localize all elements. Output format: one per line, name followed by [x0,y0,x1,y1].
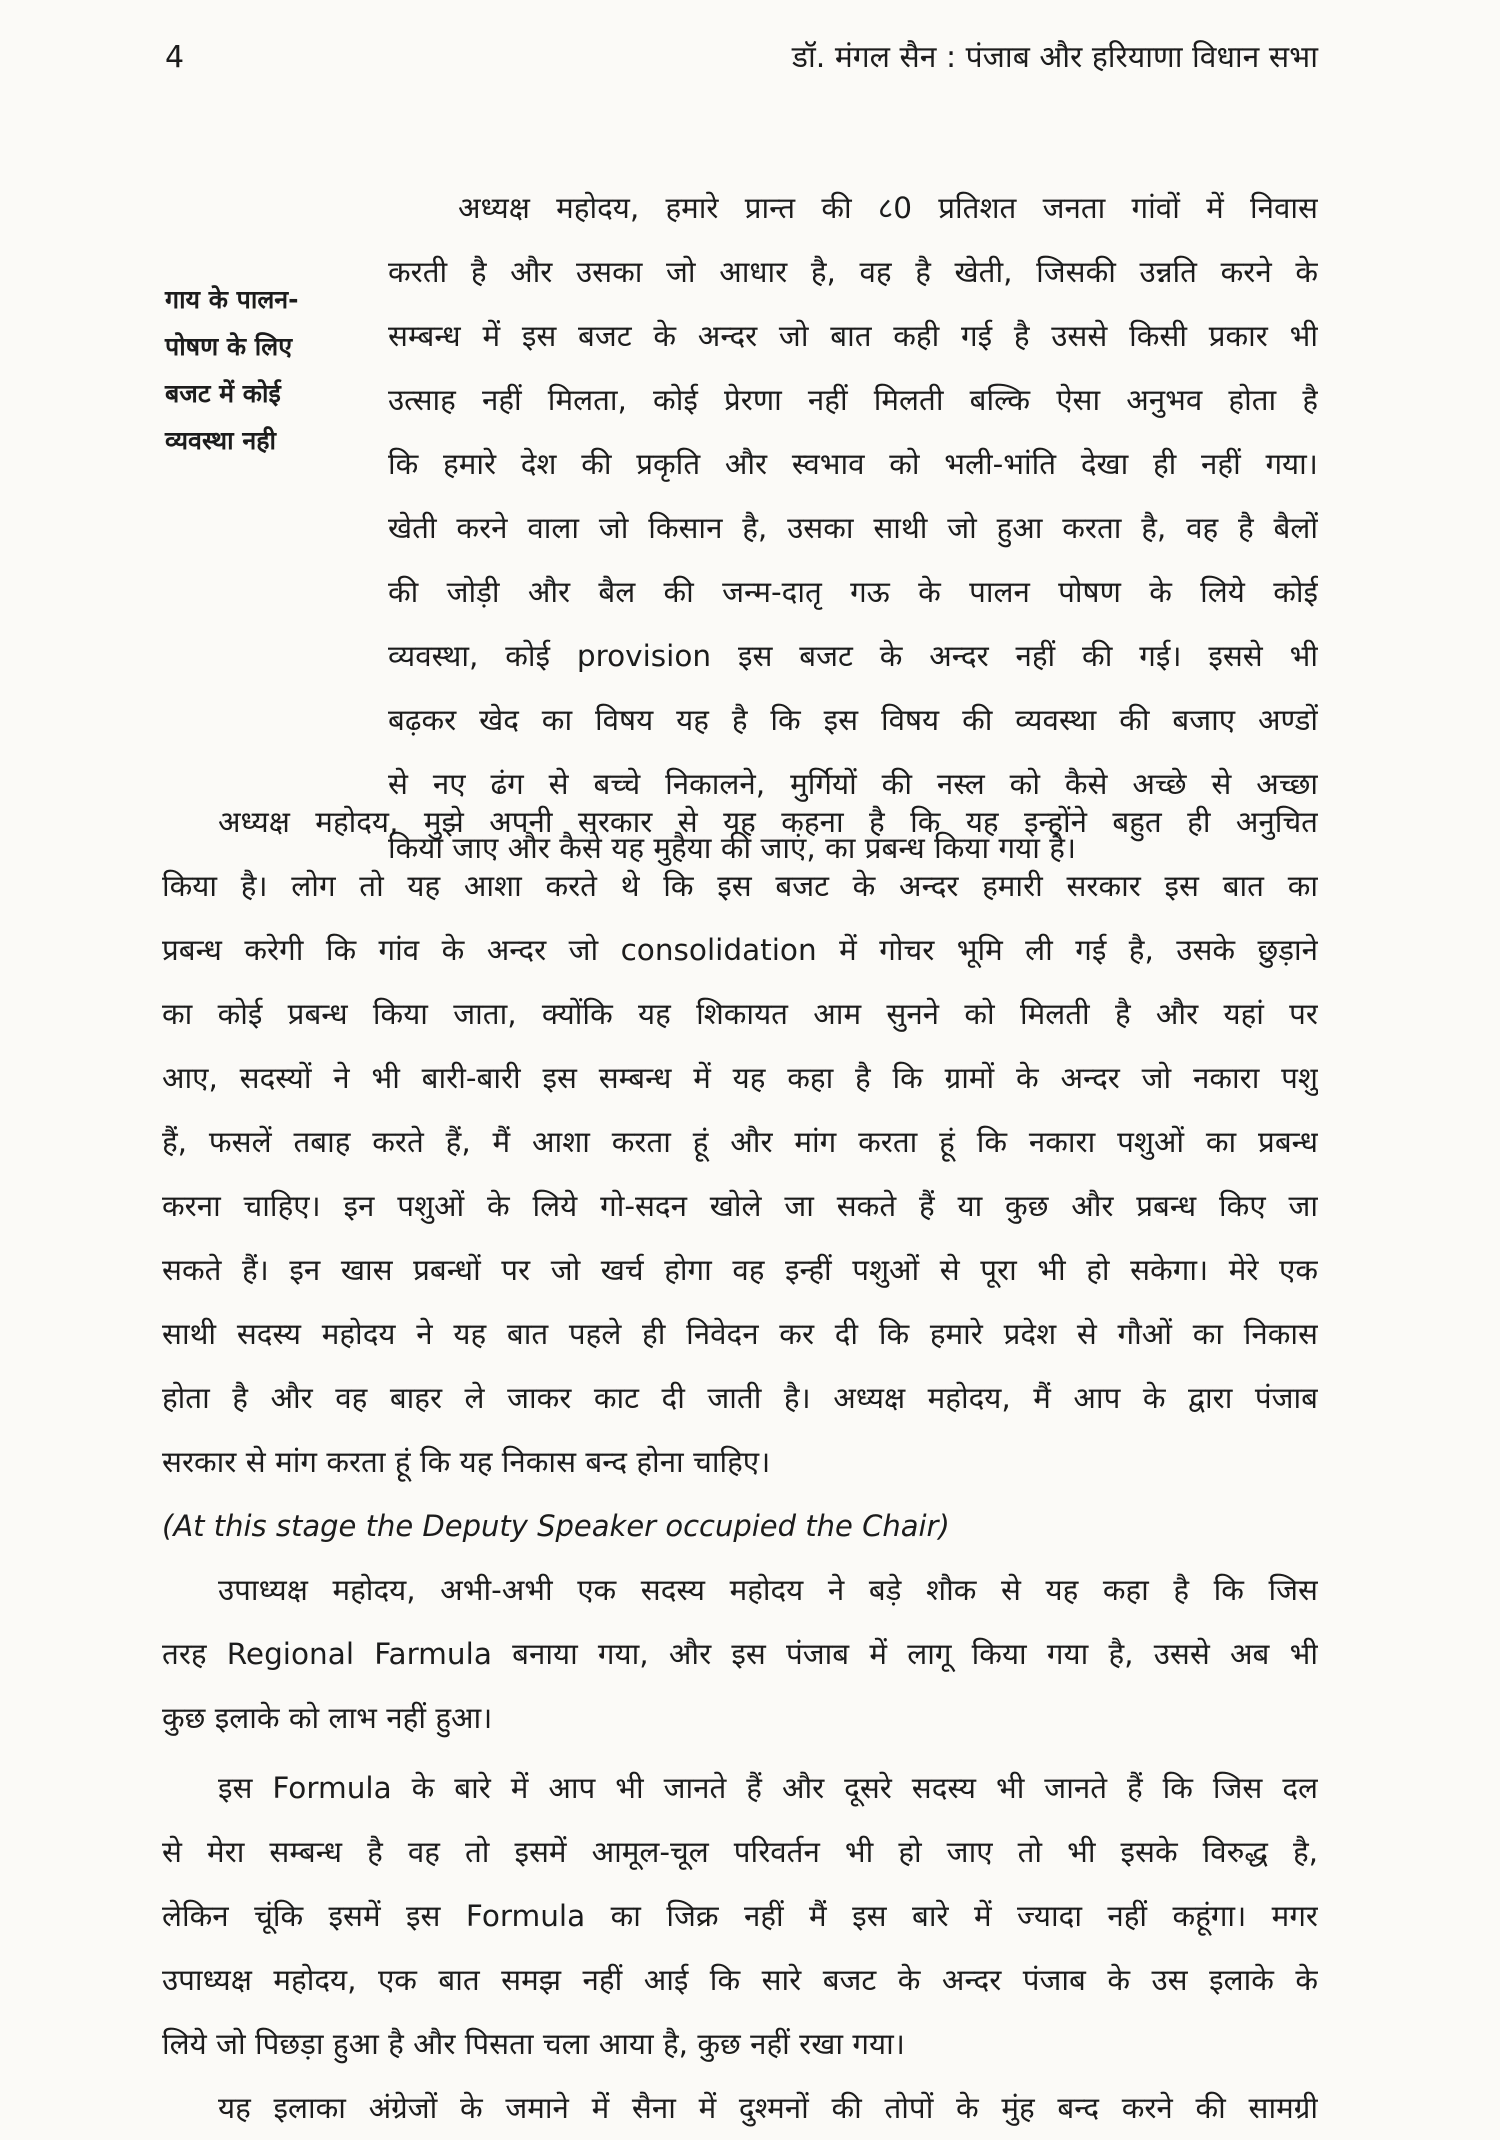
paragraph-1 [388,176,1318,880]
text-line: अध्यक्ष महोदय, मुझे अपनी सरकार से यह कहना है कि यह इन्होंने बहुत ही अनुचित [218,805,1318,839]
text-line: उत्साह नहीं मिलता, कोई प्रेरणा नहीं मिलती बल्कि ऐसा अनुभव होता है [388,383,1318,417]
text-line: उपाध्यक्ष महोदय, एक बात समझ नहीं आई कि सारे बजट के अन्दर पंजाब के उस इलाके के [162,1963,1318,1997]
paragraph-3 [162,1558,1318,1750]
text-line: बढ़कर खेद का विषय यह है कि इस विषय की व्यवस्था की बजाए अण्डों [388,703,1318,737]
text-line: किया जाए और कैसे यह मुहैया की जाएं, का प्रबन्ध किया गया है। [388,831,1077,865]
paragraph-2 [162,790,1318,1494]
text-line: सरकार से मांग करता हूं कि यह निकास बन्द होना चाहिए। [162,1445,771,1479]
text-line: करती है और उसका जो आधार है, वह है खेती, जिसकी उन्नति करने के [388,255,1318,289]
text-line: सकते हैं। इन खास प्रबन्धों पर जो खर्च होगा वह इन्हीं पशुओं से पूरा भी हो सकेगा। मेरे एक [162,1253,1318,1287]
margin-note-line: पोषण के लिए [165,332,293,361]
text-line: आए, सदस्यों ने भी बारी-बारी इस सम्बन्ध में यह कहा है कि ग्रामों के अन्दर जो नकारा पशु [162,1061,1318,1095]
margin-note [165,276,370,464]
margin-note-line: गाय के पालन- [165,285,299,314]
text-line: कुछ इलाके को लाभ नहीं हुआ। [162,1701,493,1735]
text-line: सम्बन्ध में इस बजट के अन्दर जो बात कही गई है उससे किसी प्रकार भी [388,319,1318,353]
text-line: तरह Regional Farmula बनाया गया, और इस पंजाब में लागू किया गया है, उससे अब भी [162,1637,1318,1671]
text-line: लिये जो पिछड़ा हुआ है और पिसता चला आया है, कुछ नहीं रखा गया। [162,2027,905,2061]
text-line: का कोई प्रबन्ध किया जाता, क्योंकि यह शिकायत आम सुनने को मिलती है और यहां पर [162,997,1318,1031]
text-line: खेती करने वाला जो किसान है, उसका साथी जो हुआ करता है, वह है बैलों [388,511,1318,545]
text-line: व्यवस्था, कोई provision इस बजट के अन्दर नहीं की गई। इससे भी [388,639,1318,673]
text-line: उपाध्यक्ष महोदय, अभी-अभी एक सदस्य महोदय ने बड़े शौक से यह कहा है कि जिस [218,1573,1318,1607]
margin-note-line: व्यवस्था नही [165,426,276,455]
stage-direction: (At this stage the Deputy Speaker occupied the Chair) [162,1509,950,1543]
text-line: साथी सदस्य महोदय ने यह बात पहले ही निवेदन कर दी कि हमारे प्रदेश से गौओं का निकास [162,1317,1318,1351]
margin-note-line: बजट में कोई [165,379,281,408]
text-line: इस Formula के बारे में आप भी जानते हैं और दूसरे सदस्य भी जानते हैं कि जिस दल [218,1771,1318,1805]
text-line: यह इलाका अंग्रेजों के जमाने में सैना में दुश्मनों की तोपों के मुंह बन्द करने की सामग्री [218,2091,1318,2125]
text-line: की जोड़ी और बैल की जन्म-दातृ गऊ के पालन पोषण के लिये कोई [388,575,1318,609]
text-line: करना चाहिए। इन पशुओं के लिये गो-सदन खोले जा सकते हैं या कुछ और प्रबन्ध किए जा [162,1189,1318,1223]
running-title: डॉ. मंगल सैन : पंजाब और हरियाणा विधान सभा [791,40,1318,75]
text-line: किया है। लोग तो यह आशा करते थे कि इस बजट के अन्दर हमारी सरकार इस बात का [162,869,1318,903]
text-line: प्रबन्ध करेगी कि गांव के अन्दर जो consolidation में गोचर भूमि ली गई है, उसके छुड़ाने [162,933,1318,967]
text-line: अध्यक्ष महोदय, हमारे प्रान्त की ८0 प्रतिशत जनता गांवों में निवास [458,191,1318,225]
body-text [162,790,1318,2140]
paragraph-4 [162,1756,1318,2076]
text-line: हैं, फसलें तबाह करते हैं, मैं आशा करता हूं और मांग करता हूं कि नकारा पशुओं का प्रबन्ध [162,1125,1318,1159]
text-line: लेकिन चूंकि इसमें इस Formula का जिक्र नहीं मैं इस बारे में ज्यादा नहीं कहूंगा। मगर [162,1899,1318,1933]
page-number: 4 [165,40,185,75]
text-line: से नए ढंग से बच्चे निकालने, मुर्गियों की नस्ल को कैसे अच्छे से अच्छा [388,767,1318,801]
text-line: कि हमारे देश की प्रकृति और स्वभाव को भली-भांति देखा ही नहीं गया। [388,447,1318,481]
text-line: होता है और वह बाहर ले जाकर काट दी जाती है। अध्यक्ष महोदय, मैं आप के द्वारा पंजाब [162,1381,1318,1415]
paragraph-5 [162,2076,1318,2140]
text-line: से मेरा सम्बन्ध है वह तो इसमें आमूल-चूल परिवर्तन भी हो जाए तो भी इसके विरुद्ध है, [162,1835,1318,1869]
